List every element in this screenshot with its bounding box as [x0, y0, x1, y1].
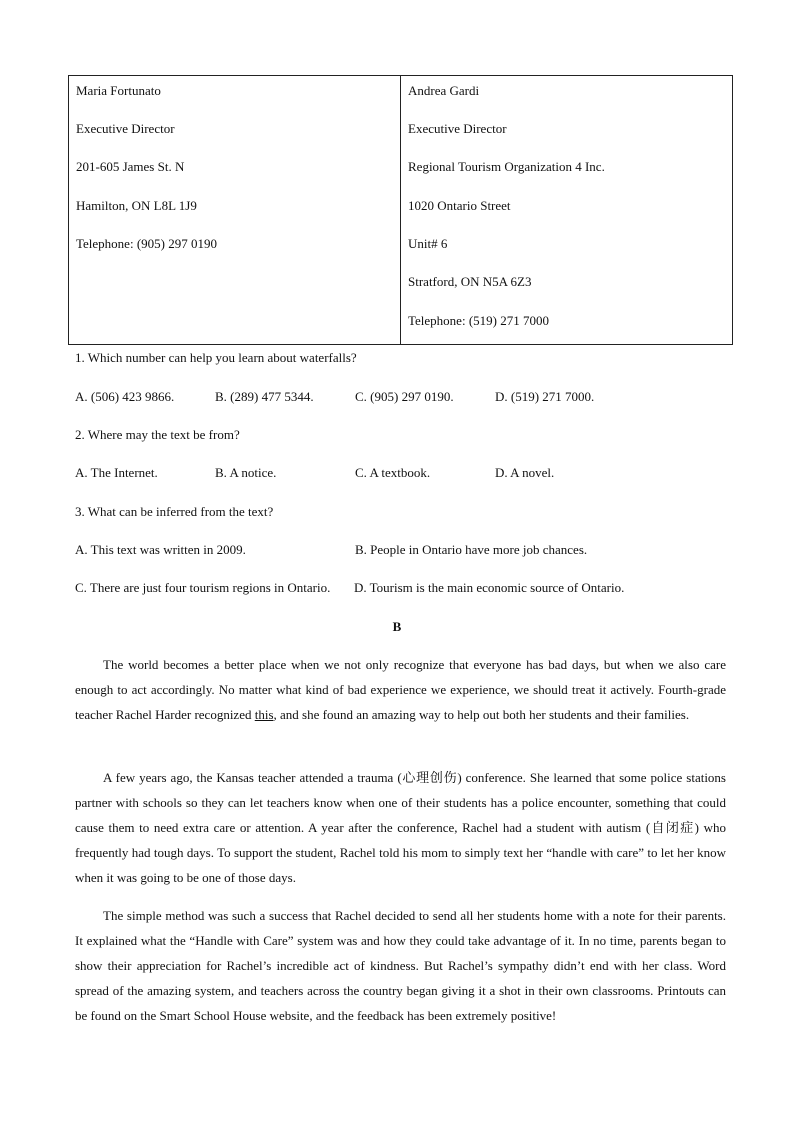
paragraph-3-text: The simple method was such a success that Rachel decided to send all her students home with a note for their parents. It explained what the “Handle with Care” system was and how they could take advantage of it. In no time, parents began to show their appreciation for Rachel’s incredible act of kindness. But Rachel’s sympathy didn’t end with her class. Word spread of the amazing system, and teachers across the country began giving it a shot in their own classrooms. Printouts can be found on the Smart School House website, and the feedback has been extremely positive!: [75, 908, 726, 1023]
contact-table: [68, 75, 733, 345]
question-stem-2: 2. Where may the text be from?: [75, 427, 240, 442]
paragraph-3: [75, 903, 726, 1028]
option-1d: D. (519) 271 7000.: [495, 389, 595, 404]
contact-telephone: Telephone: (519) 271 7000: [408, 313, 549, 328]
contact-unit-line: Unit# 6: [408, 236, 448, 251]
option-1a: A. (506) 423 9866.: [75, 389, 175, 404]
option-3a: A. This text was written in 2009.: [75, 542, 246, 557]
paragraph-2-text: A few years ago, the Kansas teacher attended a trauma (心理创伤) conference. She learned that some police stations partner with schools so they can let teachers know when one of their students has a police encounter, something that could cause them to need extra care or attention. A year after the conference, Rachel had a student with autism (自闭症) who frequently had tough days. To support the student, Rachel told his mom to simply text her “handle with care” to let her know when it was going to be one of those days.: [75, 770, 726, 885]
contact-organization: Regional Tourism Organization 4 Inc.: [408, 159, 605, 174]
option-2c: C. A textbook.: [355, 465, 431, 480]
underlined-word: this: [254, 707, 274, 722]
contact-address-line: 201-605 James St. N: [76, 159, 185, 174]
option-2a: A. The Internet.: [75, 465, 158, 480]
contact-title: Executive Director: [76, 121, 175, 136]
option-3c: C. There are just four tourism regions in Ontario.: [75, 580, 331, 595]
contact-right-column: [401, 76, 732, 344]
option-1b: B. (289) 477 5344.: [215, 389, 314, 404]
option-3d: D. Tourism is the main economic source of Ontario.: [354, 580, 625, 595]
contact-city-line: Stratford, ON N5A 6Z3: [408, 274, 532, 289]
question-stem-3: 3. What can be inferred from the text?: [75, 504, 274, 519]
option-1c: C. (905) 297 0190.: [355, 389, 454, 404]
contact-address-line: 1020 Ontario Street: [408, 198, 511, 213]
contact-title: Executive Director: [408, 121, 507, 136]
question-stem-1: 1. Which number can help you learn about waterfalls?: [75, 350, 357, 365]
option-2d: D. A novel.: [495, 465, 555, 480]
section-heading: B: [392, 619, 402, 634]
contact-name: Andrea Gardi: [408, 83, 480, 98]
contact-name: Maria Fortunato: [76, 83, 161, 98]
contact-telephone: Telephone: (905) 297 0190: [76, 236, 217, 251]
option-2b: B. A notice.: [215, 465, 277, 480]
option-3b: B. People in Ontario have more job chances.: [355, 542, 588, 557]
paragraph-1-text-end: , and she found an amazing way to help out both her students and their families.: [273, 707, 690, 722]
contact-city-line: Hamilton, ON L8L 1J9: [76, 198, 197, 213]
paragraph-1-text-start: The world becomes a better place when we not only recognize that everyone has bad days, but when we also care enough to act accordingly. No matter what kind of bad experience we experience, we should treat it actively. Fourth-grade teacher Rachel Harder recognized: [75, 657, 726, 722]
paragraph-2: [75, 765, 726, 890]
paragraph-1: [75, 652, 726, 727]
contact-left-column: [69, 76, 401, 344]
